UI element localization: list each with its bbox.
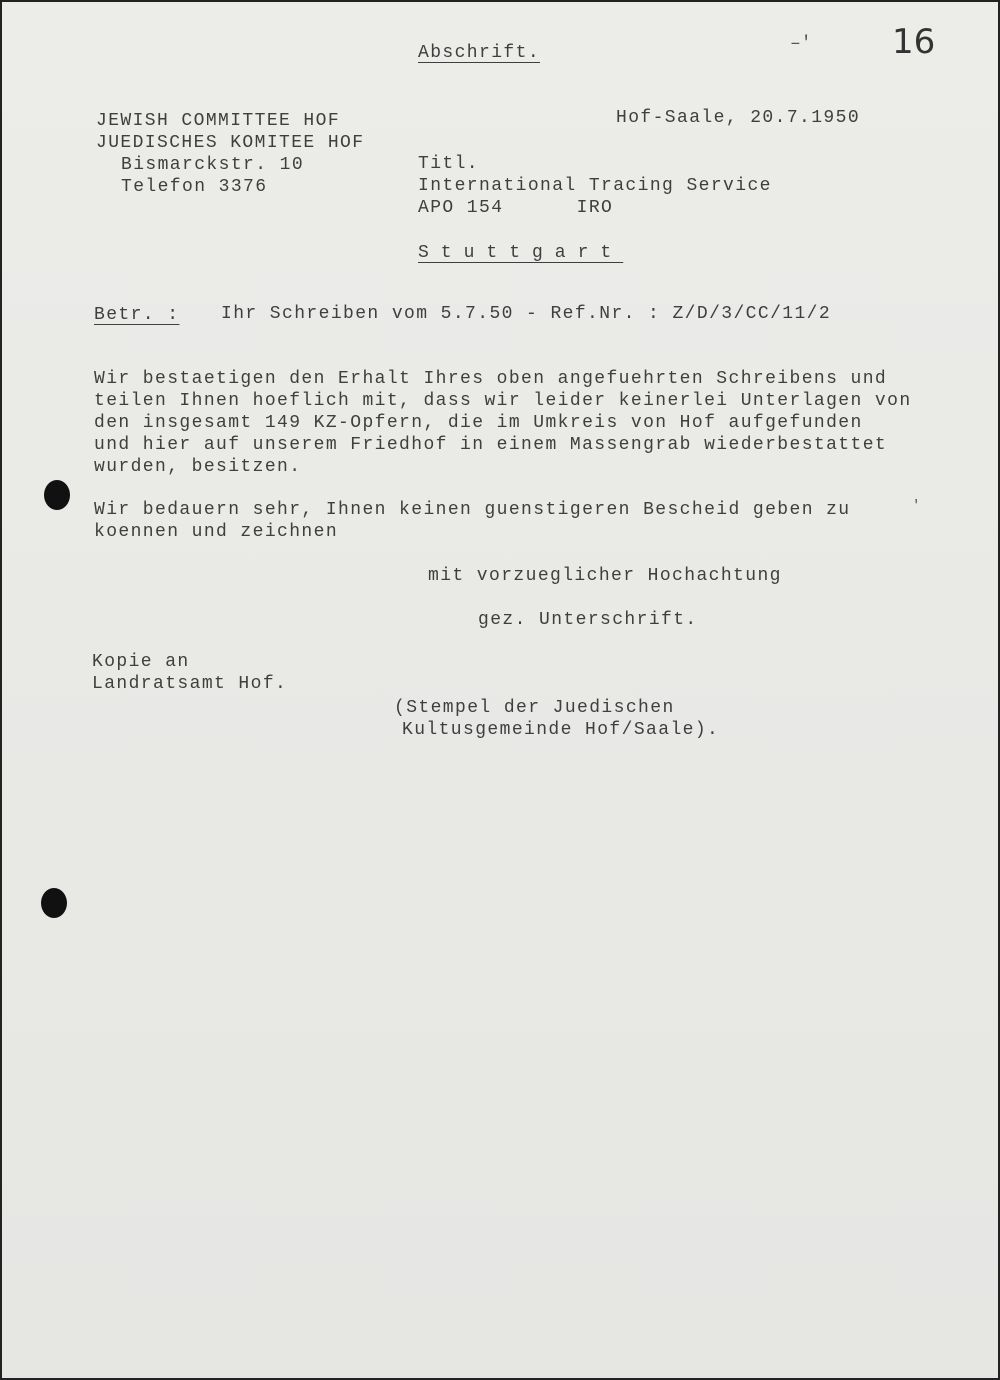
body-line: den insgesamt 149 KZ-Opfern, die im Umkreis von Hof aufgefunden — [94, 413, 863, 433]
ink-speck: ' — [912, 498, 921, 514]
recipient-line-1: Titl. — [418, 154, 480, 174]
stamp-note-line-2: Kultusgemeinde Hof/Saale). — [402, 720, 720, 740]
signature-note: gez. Unterschrift. — [478, 610, 698, 630]
body-line: Wir bestaetigen den Erhalt Ihres oben angefuehrten Schreibens und — [94, 369, 888, 389]
sender-line-1: JEWISH COMMITTEE HOF — [96, 111, 341, 131]
recipient-line-3: APO 154 IRO — [418, 198, 614, 218]
letter-date: Hof-Saale, 20.7.1950 — [616, 108, 861, 128]
body-line: wurden, besitzen. — [94, 457, 302, 477]
sender-line-2: JUEDISCHES KOMITEE HOF — [96, 133, 365, 153]
stamp-note-line-1: (Stempel der Juedischen — [394, 698, 675, 718]
body-line: koennen und zeichnen — [94, 522, 339, 542]
sender-phone: Telefon 3376 — [121, 177, 268, 197]
sender-address: Bismarckstr. 10 — [121, 155, 305, 175]
subject-label: Betr. : — [94, 305, 180, 325]
body-line: Wir bedauern sehr, Ihnen keinen guenstigeren Bescheid geben zu — [94, 500, 851, 520]
recipient-city: Stuttgart — [418, 243, 624, 263]
punch-hole-bottom — [41, 888, 67, 918]
body-line: und hier auf unserem Friedhof in einem Massengrab wiederbestattet — [94, 435, 888, 455]
handwritten-mark: –' — [790, 34, 812, 54]
copy-recipient: Landratsamt Hof. — [92, 674, 288, 694]
subject-text: Ihr Schreiben vom 5.7.50 - Ref.Nr. : Z/D/3/CC/11/2 — [221, 304, 832, 324]
copy-label: Kopie an — [92, 652, 190, 672]
recipient-line-2: International Tracing Service — [418, 176, 772, 196]
document-title: Abschrift. — [418, 43, 541, 63]
page-number: 16 — [892, 22, 936, 62]
punch-hole-top — [44, 480, 70, 510]
closing-greeting: mit vorzueglicher Hochachtung — [428, 566, 782, 586]
body-line: teilen Ihnen hoeflich mit, dass wir leider keinerlei Unterlagen von — [94, 391, 912, 411]
